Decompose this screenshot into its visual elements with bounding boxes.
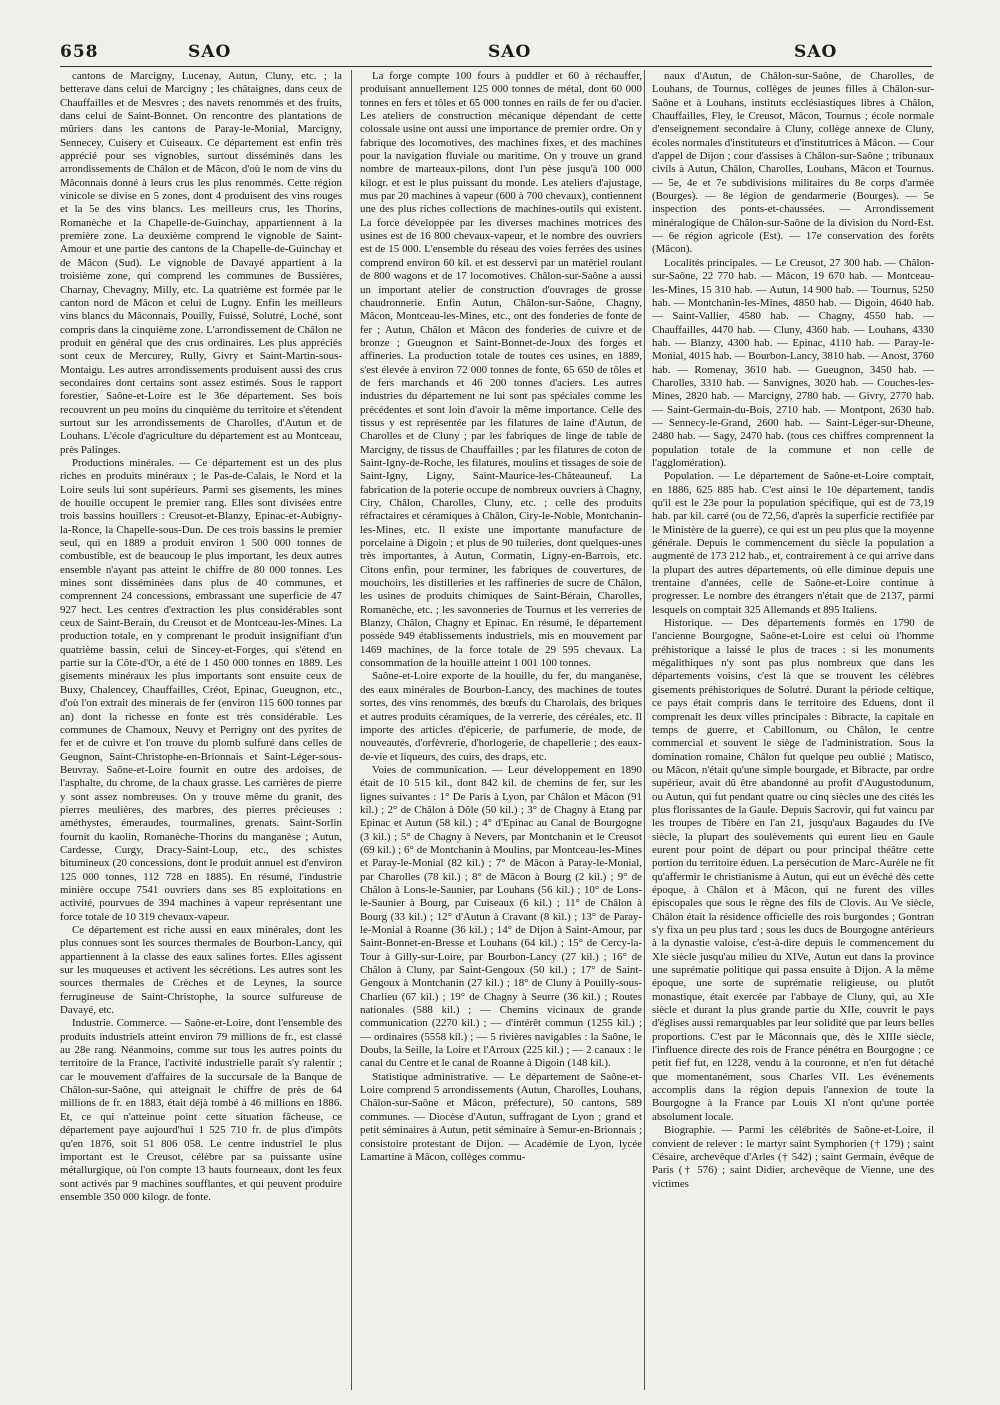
header-rule [60,66,932,67]
paragraph: La forge compte 100 fours à puddler et 60 à réchauffer, produisant annuellement 125 000 tonnes de métal, dont 60 000 tonnes en fers et tôles et 65 000 tonnes en rails de fer ou d'acier. Les ateliers de construction mécanique dépendant de cette colossale usine ont aussi une importance de premier ordre. On y fabrique des locomotives, des machines fixes, et des machines pour la navigation fluviale ou maritime. On y trouve un grand nombre de marteaux-pilons, dont l'un pèse jusqu'à 100 000 kilogr. et est le plus puissant du monde. Les ateliers d'ajustage, mus par 20 machines à vapeur (600 à 700 chevaux), contiennent une des plus riches collections de machines-outils qui existent. La force développée par les diverses machines motrices des usines est de 16 800 chevaux-vapeur, et le nombre des ouvriers est de 15 000. L'ensemble du réseau des voies ferrées des usines comprend environ 60 kil. et est desservi par un matériel roulant de 800 wagons et de 17 locomotives. Châlon-sur-Saône a aussi un important atelier de construction d'ouvrages de grosse chaudronnerie. Enfin Autun, Châlon-sur-Saône, Chagny, Mâcon, Montceau-les-Mines, etc., ont des fonderies de fonte de fer ; Autun, Châlon et Mâcon des fonderies de cuivre et de bronze ; Gueugnon et Saint-Bonnet-de-Joux des forges et affineries. La production totale de toutes ces usines, en 1889, s'est élevée à environ 72 000 tonnes de fonte, 65 650 de tôles et de fers marchands et 46 200 tonnes d'aciers. Les autres industries du département ne lui sont pas spéciales comme les précédentes et sont loin d'avoir la même importance. Celle des tissus y est représentée par les filatures de laine d'Autun, de Charolles et de Cluny ; par les fabriques de linge de table de Marcigny, de tissus de Chauffailles ; par les filatures de coton de Saint-Igny-de-Roche, les filatures, moulins et tissages de soie de Saint-Igny, Ligny, Saint-Maurice-les-Châteauneuf. La fabrication de la poterie occupe de nombreux ouvriers à Chagny, Ciry, Châlon, Charolles, Cluny, etc. ; celle des produits réfractaires et céramiques à Châlon, Ciry-le-Noble, Montchanin-les-Mines, etc. Il existe une importante manufacture de porcelaine à Digoin ; et plus de 90 tuileries, dont quelques-unes très importantes, à Autun, Cormatin, Ligny-en-Barrois, etc. Citons enfin, pour terminer, les fabriques de couvertures, de mouchoirs, les distilleries et les raffineries de sucre de Châlon, les usines de produits chimiques de Saint-Bérain, Charolles, Romanèche, etc. ; les savonneries de Tournus et les verreries de Blanzy, Châlon, Chagny et Epinac. En résumé, le département possède 949 établissements industriels, mis en mouvement par 1469 machines, de la force totale de 29 595 chevaux. La consommation de la houille atteint 1 001 100 tonnes. [360,70,642,670]
paragraph: Biographie. — Parmi les célébrités de Saône-et-Loire, il convient de relever : le martyr saint Symphorien († 179) ; saint Césaire, archevêque d'Arles († 542) ; saint Germain, évêque de Paris († 576) ; saint Didier, archevêque de Vienne, une des victimes [652,1124,934,1190]
header-right: SAO [794,42,838,62]
paragraph: Industrie. Commerce. — Saône-et-Loire, dont l'ensemble des produits industriels atteint environ 79 millions de fr., est classé au 28e rang. Néanmoins, comme sur tous les autres points du territoire de la France, l'activité industrielle paraît s'y ralentir ; car le mouvement d'affaires de la succursale de la Banque de Châlon-sur-Saône, qui atteignait le chiffre de près de 64 millions de fr. en 1883, était déjà tombé à 46 millions en 1886. Et, ce qui n'atteinue point cette situation fâcheuse, ce département paye aujourd'hui 1 525 710 fr. de plus d'impôts qu'en 1876, soit 51 806 058. Le centre industriel le plus important est le Creusot, célèbre par sa puissante usine métallurgique, où l'on compte 13 hauts fourneaux, dont les feux sont activés par 9 machines soufflantes, et qui peuvent produire ensemble 350 000 kilogr. de fonte. [60,1017,342,1203]
paragraph: cantons de Marcigny, Lucenay, Autun, Cluny, etc. ; la betterave dans celui de Marcigny ; les châtaignes, dans ceux de Chauffailles et de Mesvres ; des navets renommés et des fruits, dans celui de Saint-Bonnet. On rencontre des plantations de mûriers dans les cantons de Paray-le-Monial, Marcigny, Sennecey, Cuisery et Cuiseaux. Ce département est enfin très apprécié pour ses vignobles, surtout disséminés dans les arrondissements de Châlon et de Mâcon, d'où le nom de vins du Mâconnais donné à leurs crus les plus renommés. Cette région vinicole se divise en 5 zones, dont 4 produisent des vins rouges et la 5e des vins blancs. Les meilleurs crus, les Thorins, Romanèche et la Chapelle-de-Guinchay, appartiennent à la première zone. La deuxième comprend le vignoble de Saint-Amour et une partie des cantons de la Chapelle-de-Guinchay et de Mâcon (Sud). Le vignoble de Davayé appartient à la troisième zone, qui comprend les communes de Bussières, Charnay, Chevagny, Milly, etc. La quatrième est formée par le canton nord de Mâcon et celui de Lugny. Enfin les meilleurs vins blancs du Mâconnais, Pouilly, Fuissé, Solutré, Loché, sont compris dans la cinquième zone. L'arrondissement de Châlon ne produit en général que des crus ordinaires. Les plus appréciés sont ceux de Mercurey, Rully, Givry et Saint-Martin-sous-Montaigu. Les autres arrondissements produisent aussi des crus secondaires dont certains sont assez estimés. Sous le rapport forestier, Saône-et-Loire est le 36e département. Ses bois recouvrent un peu moins du cinquième du territoire et s'étendent surtout sur les arrondissements de Charolles, d'Autun et de Louhans. L'école d'agriculture du département est au Montceau, près Palinges. [60,70,342,456]
text-column-2 [360,70,642,1390]
running-header [60,42,932,68]
column-rule [644,70,645,1390]
paragraph: Population. — Le département de Saône-et-Loire comptait, en 1886, 625 885 hab. C'est ainsi le 10e département, tandis qu'il est le 23e pour la population spécifique, qui est de 73,19 hab. par kil. carré (ou de 72,56, d'après la superficie rectifiée par le Ministère de la guerre), ce qui est un peu plus que la moyenne générale. Depuis le commencement du siècle la population a augmenté de 173 212 hab., et, contrairement à ce qui arrive dans la plupart des autres départements, où elle diminue depuis une trentaine d'années, celle de Saône-et-Loire continue à progresser. Le nombre des étrangers n'était que de 2137, parmi lesquels on comptait 325 Allemands et 895 Italiens. [652,470,934,616]
header-left: SAO [188,42,232,62]
paragraph: Statistique administrative. — Le département de Saône-et-Loire comprend 5 arrondissements (Autun, Charolles, Louhans, Châlon-sur-Saône et Mâcon, préfecture), 50 cantons, 589 communes. — Diocèse d'Autun, suffragant de Lyon ; grand et petit séminaires à Autun, petit séminaire à Semur-en-Brionnais ; consistoire protestant de Dijon. — Académie de Lyon, lycée Lamartine à Mâcon, collèges commu- [360,1070,642,1163]
paragraph: Historique. — Des départements formés en 1790 de l'ancienne Bourgogne, Saône-et-Loire est celui où l'homme préhistorique a laissé le plus de traces : si les monuments mégalithiques n'y sont pas plus nombreux que dans les départements voisins, c'est là que se trouvent les célèbres gisements préhistoriques de Solutré. Durant la période celtique, ce pays était compris dans le territoire des Eduens, dont il comprenait les deux villes principales : Bibracte, la capitale en temps de guerre, et Cabillonum, ou Châlon, le centre commercial et souvent le siège de l'administration. Sous la domination romaine, Châlon fut quelque peu oublié ; Matisco, ou Mâcon, n'était qu'une simple bourgade, et Bibracte, par ordre supérieur, avait dû être abandonné au profit d'Augustodunum, ou Autun, qui fut pendant quatre ou cinq siècles une des cités les plus florissantes de la Gaule. Depuis Sacrovir, qui fut vaincu par les troupes de Tibère en l'an 21, jusqu'aux Bagaudes du IVe siècle, la plupart des soulèvements qui eurent lieu en Gaule eurent pour point de départ ou pour principal théâtre cette portion du territoire éduen. La persécution de Marc-Aurèle ne fit qu'affermir le christianisme à Autun, qui eut un évêché dès cette époque, à Châlon et à Mâcon, qui ne furent des villes épiscopales que sous le règne des fils de Clovis. Au Ve siècle, Châlon était la résidence officielle des rois burgondes ; Gontran s'y fixa un peu plus tard ; sous les ducs de Bourgogne antérieurs à la dynastie valoise, c'est-à-dire depuis le commencement du XIe siècle jusqu'au milieu du XIVe, Autun eut dans la province une suprématie politique qui passa ensuite à Dijon. A la même époque, une sorte de suprématie religieuse, ou plutôt monastique, était exercée par l'abbaye de Cluny, qui, au XIe siècle et durant la plus grande partie du XIIe, couvrit le pays d'églises aussi remarquables par leur solidité que par leurs belles proportions. C'est par le Mâconnais que, dès le XIIIe siècle, l'influence directe des rois de France pénétra en Bourgogne ; ce petit fief fut, en 1228, vendu à la couronne, et n'en fut détaché que momentanément, sous Charles VII. Les événements accomplis dans la région depuis l'annexion de toute la Bourgogne à la France par Louis XI n'ont qu'une portée absolument locale. [652,617,934,1123]
paragraph: Ce département est riche aussi en eaux minérales, dont les plus connues sont les sources thermales de Bourbon-Lancy, qui appartiennent à la classe des eaux salines fortes. Elles agissent sur les muqueuses et activent les sécrétions. Les autres sont les sources thermales de Crèches et de Leynes, la source ferrugineuse de Saint-Christophe, la source sulfureuse de Davayé, etc. [60,924,342,1017]
text-column-1 [60,70,342,1390]
column-rule [351,70,352,1390]
paragraph: Productions minérales. — Ce département est un des plus riches en produits minéraux ; le Pas-de-Calais, le Nord et la Loire seuls lui sont supérieurs. Parmi ses gisements, les mines de houille occupent le premier rang. Elles sont divisées entre trois bassins houillers : Creusot-et-Blanzy, Epinac-et-Aubigny-la-Ronce, la Chapelle-sous-Dun. De ces trois bassins le premier seul, qui en 1889 a produit environ 1 500 000 tonnes de combustible, est de beaucoup le plus important, les deux autres ensemble n'ayant pas atteint le chiffre de 80 000 tonnes. Les mines sont disséminées dans plus de 40 communes, et comprennent 24 concessions, embrassant une superficie de 47 927 hect. Les centres d'extraction les plus considérables sont ceux de Saint-Berain, du Creusot et de Montceau-les-Mines. La production totale, en y comprenant le produit insignifiant d'un quatrième bassin, celui de Sincey-et-Forges, qui s'étend en partie sur la Côte-d'Or, a été de 1 450 000 tonnes en 1889. Les gisements minéraux les plus importants sont ensuite ceux de Buxy, Chalencey, Chauffailles, Créot, Epinac, Gueugnon, etc., d'où l'on extrait des minerais de fer (environ 115 600 tonnes par an) dont la richesse en fonte est très considérable. Les communes de Chamoux, Neuvy et Perrigny ont des pyrites de fer et de cuivre et l'on trouve du plomb sulfuré dans celles de Geugnon, Saint-Christophe-en-Brionnais et Saint-Léger-sous-Beuvray. Saône-et-Loire fournit en outre des ardoises, de l'asphalte, du chrome, de la chaux grasse. Les carrières de pierre y sont assez nombreuses. On y trouve même du granit, des pierres meulières, des marbres, des pierres précieuses : améthystes, émeraudes, tourmalines, grenats. Saint-Sorlin fournit du kaolin, Romanèche-Thorins du manganèse ; Autun, Cardesse, Curgy, Dracy-Saint-Loup, etc., des schistes bitumineux (20 concessions, dont le produit annuel est d'environ 125 000 tonnes, 112 728 en 1885). En résumé, l'industrie minière occupe 7541 ouvriers dans ses 85 exploitations en activité, pourvues de 394 machines à vapeur représentant une force totale de 10 319 chevaux-vapeur. [60,456,342,923]
paragraph: Localités principales. — Le Creusot, 27 300 hab. — Châlon-sur-Saône, 22 770 hab. — Mâcon, 19 670 hab. — Montceau-les-Mines, 15 310 hab. — Autun, 14 900 hab. — Tournus, 5250 hab. — Montchanin-les-Mines, 4850 hab. — Digoin, 4640 hab. — Saint-Vallier, 4580 hab. — Chagny, 4550 hab. — Chauffailles, 4470 hab. — Cluny, 4360 hab. — Louhans, 4330 hab. — Blanzy, 4300 hab. — Epinac, 4110 hab. — Paray-le-Monial, 4015 hab. — Bourbon-Lancy, 3810 hab. — Anost, 3760 hab. — Romenay, 3610 hab. — Gueugnon, 3450 hab. — Charolles, 3310 hab. — Sanvignes, 3020 hab. — Couches-les-Mines, 2820 hab. — Marcigny, 2780 hab. — Givry, 2770 hab. — Saint-Germain-du-Bois, 2710 hab. — Montpont, 2630 hab. — Sennecy-le-Grand, 2600 hab. — Saint-Léger-sur-Dheune, 2480 hab. — Sagy, 2470 hab. (tous ces chiffres comprennent la population totale de la commune et non celle de l'agglomération). [652,256,934,469]
paragraph: Voies de communication. — Leur développement en 1890 était de 10 515 kil., dont 842 kil. de chemins de fer, sur les lignes suivantes : 1° De Paris à Lyon, par Châlon et Mâcon (91 kil.) ; 2° de Châlon à Dôle (50 kil.) ; 3° de Chagny à Etang par Epinac et Autun (58 kil.) ; 4° d'Epinac au Canal de Bourgogne (3 kil.) ; 5° de Chagny à Nevers, par Montchanin et le Creusot (69 kil.) ; 6° de Montchanin à Moulins, par Montceau-les-Mines et Paray-le-Monial (82 kil.) ; 7° de Mâcon à Paray-le-Monial, par Charolles (78 kil.) ; 8° de Mâcon à Bourg (2 kil.) ; 9° de Châlon à Lons-le-Saunier, par Louhans (56 kil.) ; 10° de Lons-le-Saunier à Bourg, par Cuiseaux (6 kil.) ; 11° de Châlon à Bourg (33 kil.) ; 12° d'Autun à Cravant (8 kil.) ; 13° de Paray-le-Monial à Roanne (36 kil.) ; 14° de Dijon à Saint-Amour, par Saint-Bonnet-en-Bresse et Louhans (64 kil.) ; 15° de Cercy-la-Tour à Gilly-sur-Loire, par Bourbon-Lancy (27 kil.) ; 16° de Châlon à Cluny, par Saint-Gengoux (50 kil.) ; 17° de Saint-Gengoux à Montchanin (27 kil.) ; 18° de Cluny à Pouilly-sous-Charlieu (67 kil.) ; 19° de Chagny à Seurre (36 kil.) ; Routes nationales (588 kil.) ; — Chemins vicinaux de grande communication (2270 kil.) ; — d'intérêt commun (1255 kil.) ; — ordinaires (5558 kil.) ; — 5 rivières navigables : la Saône, le Doubs, la Seille, la Loire et l'Arroux (225 kil.) ; — 2 canaux : le canal du Centre et le canal de Roanne à Digoin (148 kil.). [360,763,642,1070]
paragraph: Saône-et-Loire exporte de la houille, du fer, du manganèse, des eaux minérales de Bourbon-Lancy, des machines de toutes sortes, des vins renommés, des bœufs du Charolais, des briques et autres produits céramiques, de la verrerie, des céréales, etc. Il importe des articles d'épicerie, de parfumerie, de mode, de nouveautés, d'orfèvrerie, d'horlogerie, de chapellerie ; des eaux-de-vie et liqueurs, des cuirs, des draps, etc. [360,670,642,763]
header-center: SAO [488,42,532,62]
text-column-3 [652,70,934,1390]
page-number: 658 [60,42,99,62]
paragraph: naux d'Autun, de Châlon-sur-Saône, de Charolles, de Louhans, de Tournus, collèges de jeunes filles à Châlon-sur-Saône et à Louhans, instituts ecclésiastiques libres à Châlon, Chauffailles, Fley, le Creusot, Mâcon, Tournus ; école normale d'enseignement secondaire à Cluny, collège annexe de Cluny, écoles normales d'instituteurs et d'institutrices à Mâcon. — Cour d'appel de Dijon ; cour d'assises à Châlon-sur-Saône ; tribunaux civils à Autun, Châlon, Charolles, Louhans, Mâcon et Tournus. — 5e, 4e et 7e subdivisions militaires du 8e corps d'armée (Bourges). — 8e légion de gendarmerie (Bourges). — 5e inspection des ponts-et-chaussées. — Arrondissement minéralogique de Châlon-sur-Saône de la division du Nord-Est. — 6e région agricole (Est). — 17e conservation des forêts (Mâcon). [652,70,934,256]
